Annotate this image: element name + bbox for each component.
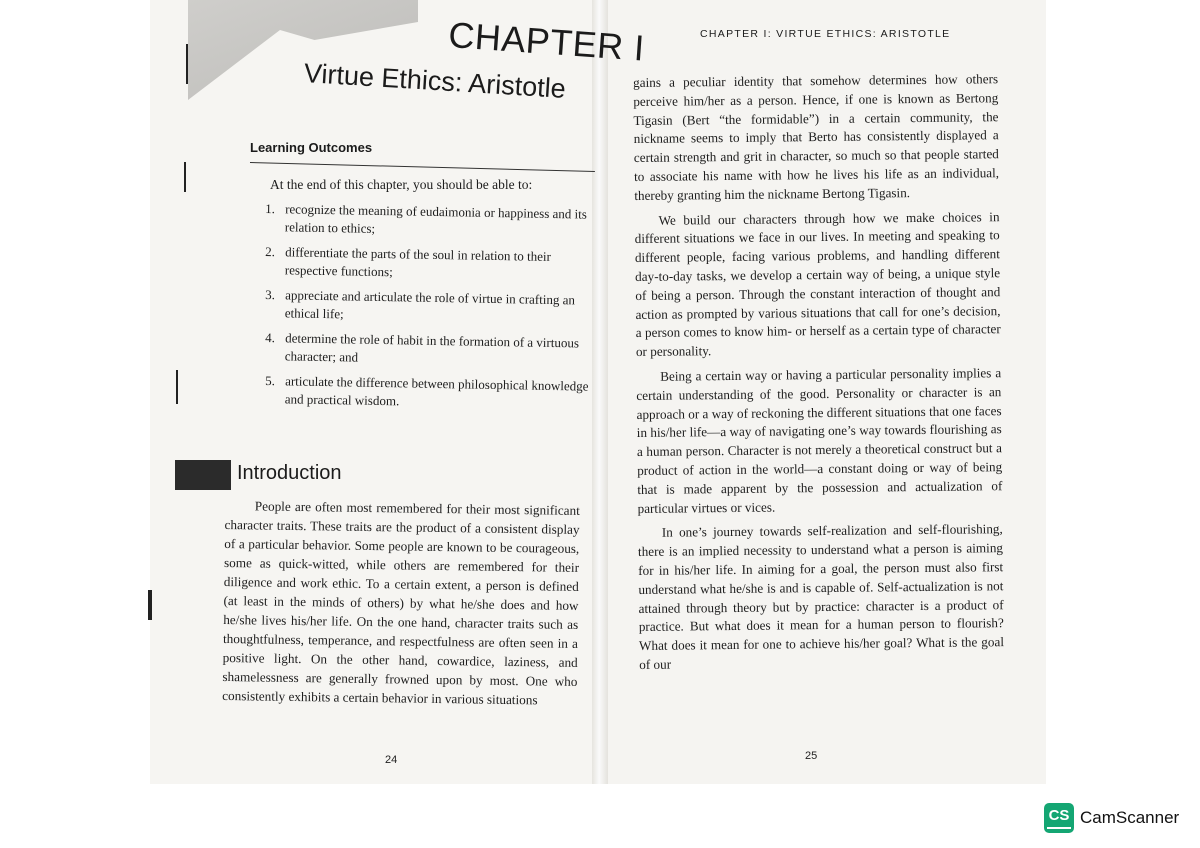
chapter-title: Virtue Ethics: Aristotle <box>303 58 567 104</box>
item-text: articulate the difference between philosophical knowledge and practical wisdom. <box>284 373 589 409</box>
item-number: 2. <box>265 244 276 260</box>
running-head: CHAPTER I: VIRTUE ETHICS: ARISTOTLE <box>700 28 951 40</box>
list-item <box>265 329 596 371</box>
list-item <box>265 200 596 242</box>
list-item <box>265 243 596 285</box>
learning-outcomes-heading: Learning Outcomes <box>250 140 373 155</box>
scan-mark <box>176 370 178 404</box>
page-number-left: 24 <box>385 754 398 766</box>
introduction-heading: Introduction <box>237 462 342 484</box>
item-text: appreciate and articulate the role of virtue in crafting an ethical life; <box>284 287 576 322</box>
logo-badge-text: CS <box>1048 807 1070 824</box>
paragraph: In one’s journey towards self-realization and self-flourishing, there is an implied necessity to understand what a person is aiming for in his/her life. In aiming for a goal, the person must also first understand what he/she is and is capable of. Self-actualization is not attained through theory but by practice: character is a product of practice. But what does it mean for a human person to flourish? What does it mean for one to achieve his/her goal? What is the goal of our <box>637 521 1005 672</box>
scan-mark <box>186 44 188 84</box>
introduction-paragraph: People are often most remembered for their most significant character traits. These traits are the product of a consistent display of a particular behavior. Some people are known to be courageous, some as quick-witted, while others are remembered for their diligence and work ethic. To a certain extent, a person is defined (at least in the minds of others) by what he/she does and how he/she lives his/her life. On the one hand, character traits such as thoughtfulness, temperance, and respectfulness are often seen in a positive light. On the other hand, cowardice, laziness, and shamelessness are generally frowned upon by most. One who consistently exhibits a certain behavior in various situations <box>222 498 580 708</box>
item-number: 3. <box>265 287 276 303</box>
paragraph: Being a certain way or having a particular personality implies a certain understanding of the good. Personality or character is an approach or a way of reckoning the different situations that one faces in his/her life—a way of navigating one’s way towards flourishing as a human person. Character is not merely a theoretical construct but a product of action in the world—a constant doing or way of being that is made apparent by the possession and actualization of particular virtues or vices. <box>636 365 1003 516</box>
item-number: 4. <box>265 330 276 346</box>
camscanner-label: CamScanner <box>1080 808 1180 827</box>
page-number-right: 25 <box>805 750 818 762</box>
paragraph: gains a peculiar identity that somehow determines how others perceive him/her as a person. Hence, if one is known as Bertong Tigasin (Bert “the formidable”) in a certain community, the nickname seems to imply that Berto has consistently displayed a certain strength and grit in character, so much so that people started to associate his name with how he lives his life as an individual, thereby granting him the nickname Bertong Tigasin. <box>633 71 1000 203</box>
scan-mark <box>148 590 152 620</box>
item-text: recognize the meaning of eudaimonia or happiness and its relation to ethics; <box>284 201 588 236</box>
learning-outcomes-list <box>265 200 595 415</box>
section-marker-bar <box>175 460 231 490</box>
right-page-text <box>633 70 1004 680</box>
item-number: 1. <box>265 201 276 217</box>
item-number: 5. <box>265 373 276 389</box>
camscanner-logo-icon <box>1044 803 1074 833</box>
item-text: determine the role of habit in the formation of a virtuous character; and <box>284 330 580 365</box>
item-text: differentiate the parts of the soul in relation to their respective functions; <box>284 244 552 280</box>
list-item <box>265 372 596 414</box>
scan-mark <box>184 162 186 192</box>
paragraph: We build our characters through how we make choices in different situations we face in our lives. In meeting and speaking to different people, facing various problems, and handling different day-to-day tasks, we develop a certain way of being, a unique style of being a person. Through the constant interaction of thought and action as prompted by various situations that call for one’s decision, a person comes to know him- or herself as a certain type of character or personality. <box>634 208 1001 360</box>
list-item <box>265 286 596 328</box>
learning-outcomes-intro: At the end of this chapter, you should be able to: <box>270 177 533 192</box>
chapter-label: CHAPTER I <box>447 14 647 69</box>
camscanner-watermark <box>1044 803 1179 833</box>
